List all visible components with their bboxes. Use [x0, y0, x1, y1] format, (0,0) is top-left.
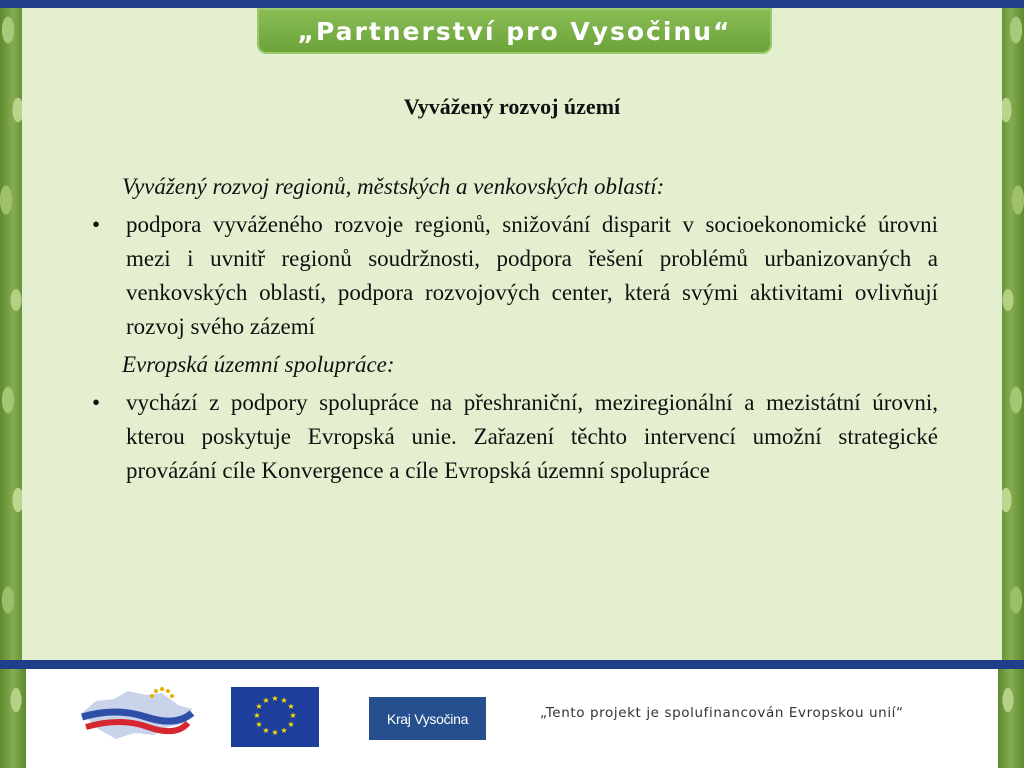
bottom-blue-strip — [0, 660, 1024, 669]
bullet-item — [86, 386, 938, 488]
top-blue-strip — [0, 0, 1024, 8]
bullet-text-regional: podpora vyváženého rozvoje regionů, snižování disparit v socioekonomické úrovni mezi i uvnitř regionů soudržnosti, podpora řešení problémů urbanizovaných a venkovských oblastí, podpora rozvojových center, která svými aktivitami ovlivňují rozvoj svého zázemí — [126, 212, 938, 339]
slide-title: Vyvážený rozvoj území — [403, 94, 621, 119]
svg-text:★: ★ — [289, 711, 297, 720]
bullet-icon: • — [91, 212, 101, 237]
eu-flag-icon — [231, 687, 319, 747]
svg-text:★: ★ — [271, 694, 279, 703]
svg-text:★: ★ — [262, 726, 270, 735]
svg-text:★: ★ — [287, 702, 295, 711]
kraj-vysocina-logo — [369, 697, 486, 740]
svg-text:★: ★ — [280, 726, 288, 735]
svg-text:★: ★ — [255, 720, 263, 729]
header-banner-title: „Partnerství pro Vysočinu“ — [297, 16, 732, 46]
footer-logos — [26, 669, 998, 768]
svg-text:★: ★ — [287, 720, 295, 729]
svg-text:★: ★ — [271, 728, 279, 737]
bullet-text-cooperation: vychází z podpory spolupráce na přeshraniční, meziregionální a mezistátní úrovni, kterou poskytuje Evropská unie. Zařazení těchto intervencí umožní strategické provázání cíle Konvergence a cíle Evropská územní spolupráce — [126, 390, 938, 483]
svg-text:★: ★ — [280, 696, 288, 705]
slide-content — [86, 170, 938, 492]
bullet-item — [86, 208, 938, 344]
header-banner — [257, 8, 772, 54]
svg-text:★: ★ — [255, 702, 263, 711]
kraj-vysocina-logo-text: Kraj Vysočina — [386, 710, 469, 727]
svg-text:★: ★ — [262, 696, 270, 705]
svg-text:★: ★ — [253, 711, 261, 720]
bullet-icon: • — [91, 390, 101, 415]
czech-map-logo-icon — [76, 683, 196, 745]
section-subheading-cooperation: Evropská územní spolupráce: — [122, 352, 395, 377]
section-subheading-regional: Vyvážený rozvoj regionů, městských a venkovských oblastí: — [122, 174, 665, 199]
cofinancing-note: „Tento projekt je spolufinancován Evropskou unií“ — [540, 705, 904, 721]
